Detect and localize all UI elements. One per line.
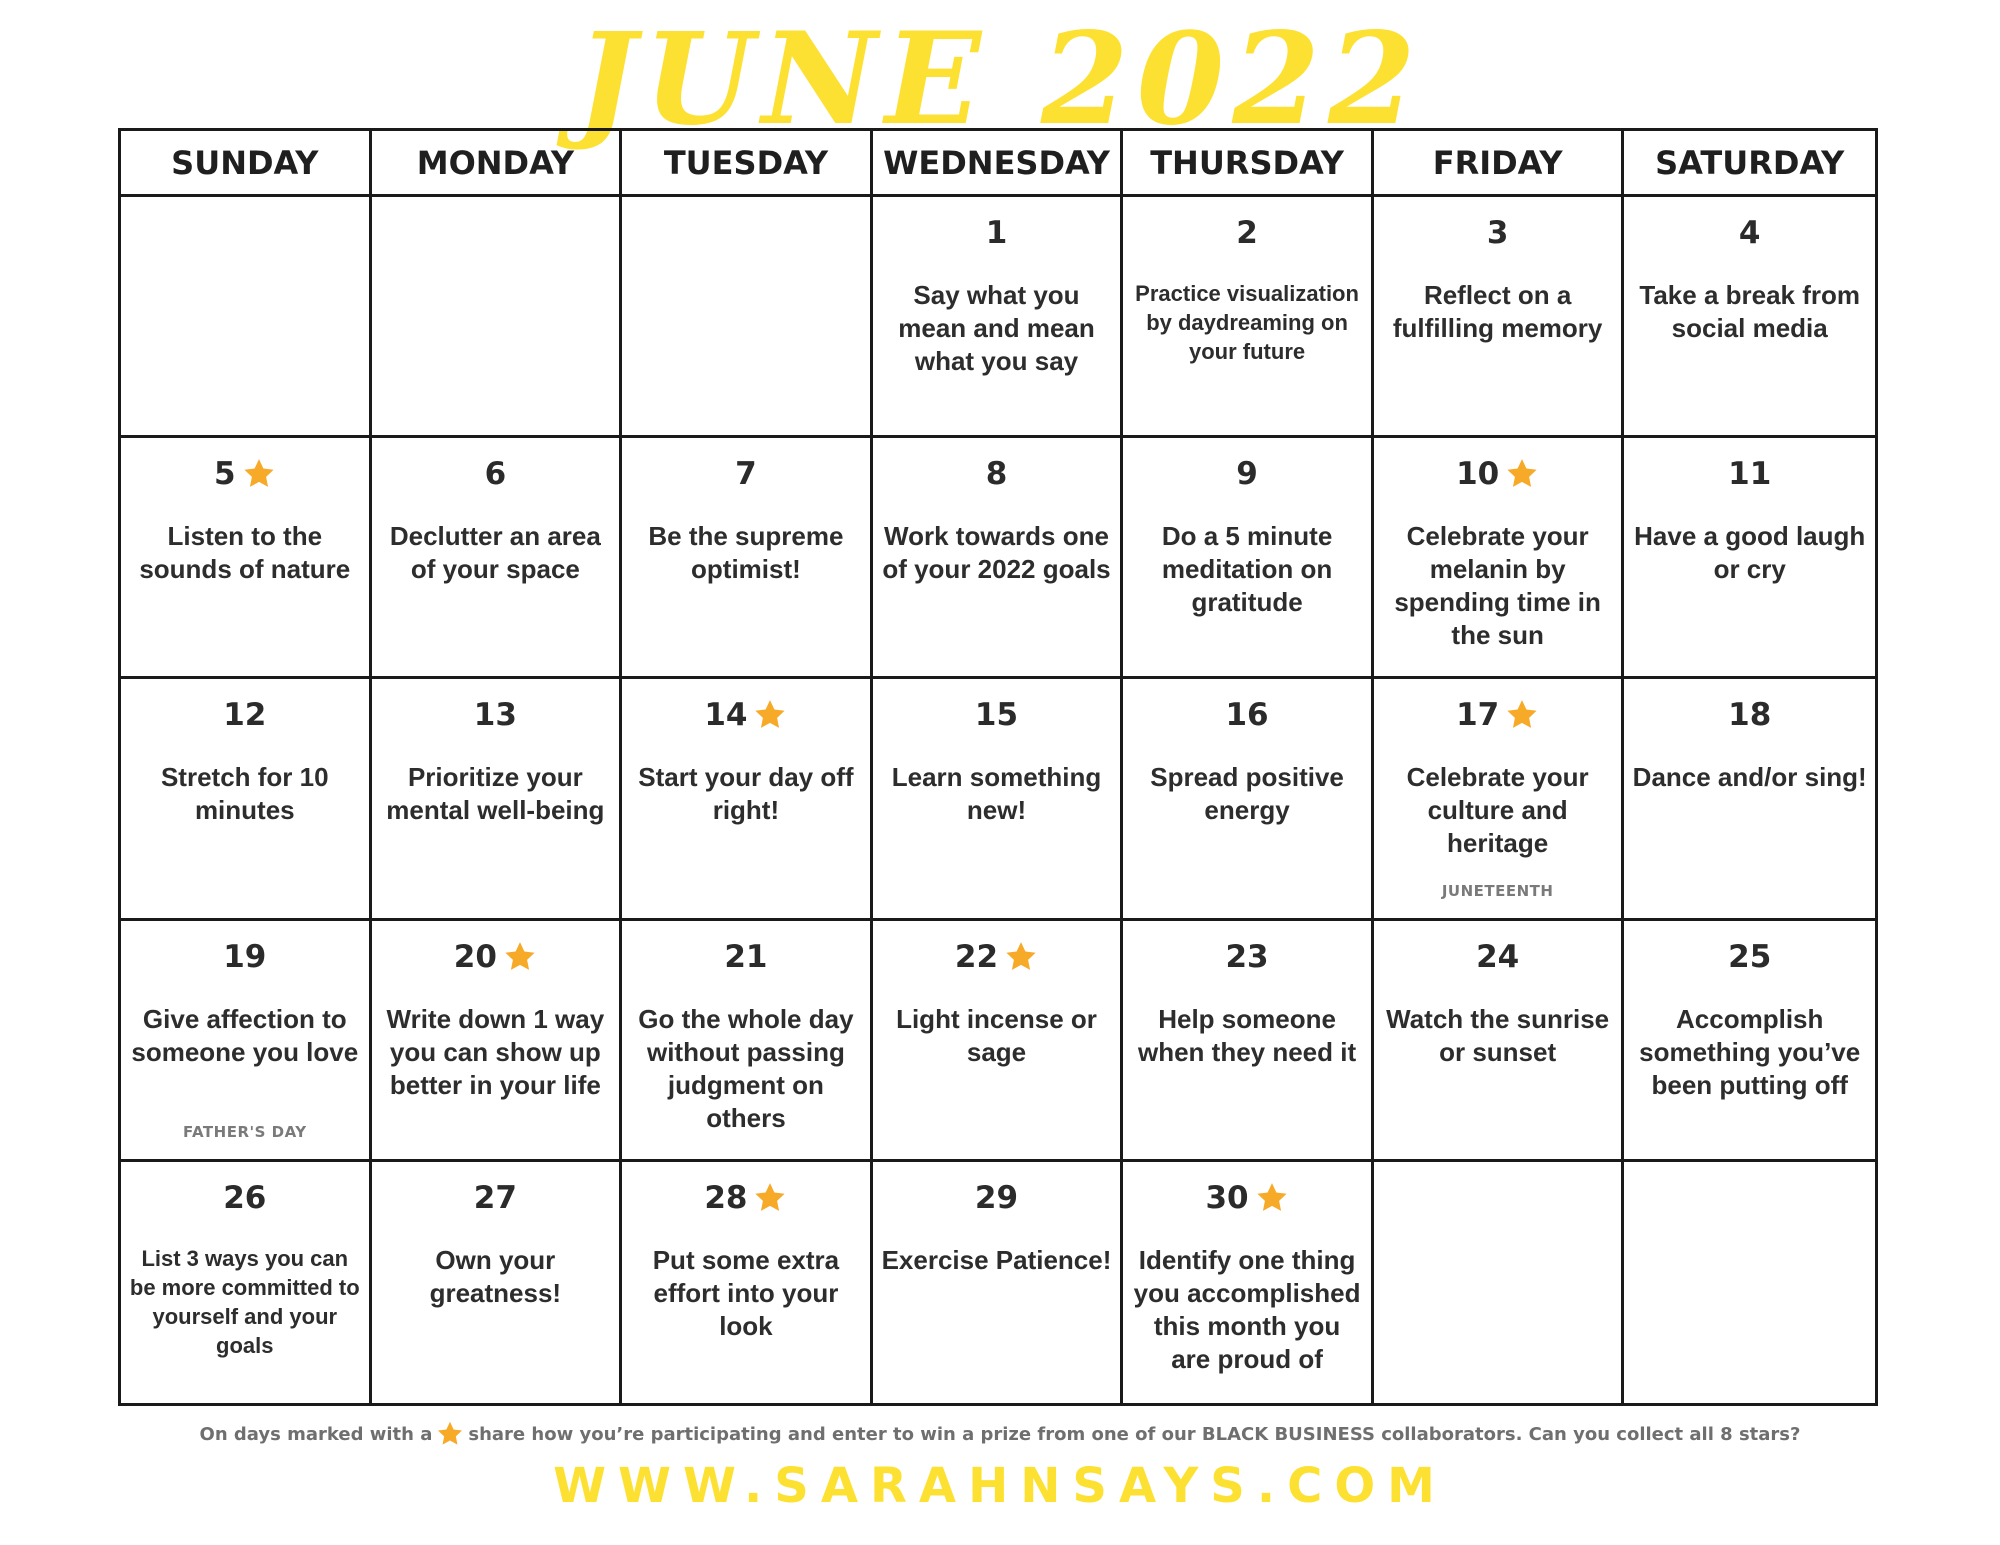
day-task: Give affection to someone you love: [131, 1003, 359, 1067]
empty-day-cell: [121, 197, 372, 438]
day-task: Do a 5 minute meditation on gratitude: [1161, 521, 1333, 618]
day-task: Dance and/or sing!: [1632, 762, 1867, 793]
day-number: 2: [1236, 215, 1258, 251]
day-cell-11: [1624, 438, 1875, 679]
day-number: 7: [735, 456, 757, 493]
day-number: 16: [1225, 697, 1269, 734]
day-number-row: [873, 454, 1121, 494]
day-number-row: [873, 695, 1121, 735]
day-cell-16: [1123, 679, 1374, 920]
day-number: 25: [1728, 938, 1772, 975]
weekday-header-saturday: SATURDAY: [1624, 131, 1875, 197]
day-task: Learn something new!: [891, 762, 1102, 826]
footer-note-before: On days marked with a: [199, 1423, 433, 1445]
day-cell-21: [622, 921, 873, 1162]
day-task: Prioritize your mental well-being: [386, 762, 605, 826]
star-icon: [242, 457, 276, 491]
day-task: Work towards one of your 2022 goals: [882, 521, 1111, 585]
empty-day-cell: [1624, 1162, 1875, 1403]
holiday-label: JUNETEENTH: [1441, 881, 1554, 900]
day-cell-2: [1123, 197, 1374, 438]
day-number-row: [1123, 213, 1371, 253]
day-number: 14: [704, 697, 748, 734]
day-cell-1: [873, 197, 1124, 438]
weekday-header-tuesday: TUESDAY: [622, 131, 873, 197]
day-number-row: [372, 937, 620, 977]
day-cell-30: [1123, 1162, 1374, 1403]
day-cell-20: [372, 921, 623, 1162]
star-icon: [436, 1420, 464, 1448]
day-cell-28: [622, 1162, 873, 1403]
empty-day-cell: [1374, 1162, 1625, 1403]
day-cell-27: [372, 1162, 623, 1403]
day-number-row: [121, 937, 369, 977]
calendar-grid: [118, 128, 1878, 1406]
day-task: Celebrate your melanin by spending time in the sun: [1394, 521, 1601, 651]
day-number-row: [622, 1178, 870, 1218]
star-icon: [753, 1181, 787, 1215]
website-url[interactable]: WWW.SARAHNSAYS.COM: [553, 1458, 1447, 1514]
day-number: 1: [985, 215, 1008, 251]
day-number: 6: [484, 456, 507, 493]
day-task: Take a break from social media: [1639, 280, 1861, 343]
star-icon: [503, 940, 537, 974]
day-task: Own your greatness!: [429, 1244, 562, 1308]
day-task: Reflect on a fulfilling memory: [1392, 280, 1603, 343]
day-cell-17: [1374, 679, 1625, 920]
day-task: Watch the sunrise or sunset: [1386, 1003, 1610, 1067]
day-number: 13: [473, 697, 517, 734]
day-number-row: [1624, 695, 1875, 735]
day-number: 20: [453, 938, 497, 975]
day-number-row: [1374, 937, 1622, 977]
day-number: 26: [223, 1179, 267, 1216]
day-task: Spread positive energy: [1150, 762, 1344, 826]
day-number-row: [372, 454, 620, 494]
day-number-row: [121, 1178, 369, 1218]
day-number-row: [1123, 695, 1371, 735]
holiday-label: FATHER'S DAY: [182, 1122, 307, 1141]
day-cell-26: [121, 1162, 372, 1403]
day-task: Identify one thing you accomplished this month you are proud of: [1133, 1244, 1361, 1374]
day-number-row: [121, 695, 369, 735]
day-cell-10: [1374, 438, 1625, 679]
day-number-row: [372, 695, 620, 735]
day-number: 24: [1476, 938, 1520, 975]
day-cell-8: [873, 438, 1124, 679]
day-number: 3: [1486, 215, 1509, 251]
day-cell-18: [1624, 679, 1875, 920]
day-number: 8: [985, 456, 1008, 493]
day-number: 22: [954, 938, 999, 975]
day-number-row: [873, 937, 1121, 977]
day-number: 17: [1456, 697, 1500, 734]
day-number-row: [121, 454, 369, 494]
day-task: Stretch for 10 minutes: [160, 762, 329, 826]
day-task: Celebrate your culture and heritage: [1406, 762, 1589, 859]
day-task: Be the supreme optimist!: [648, 521, 844, 585]
day-number: 12: [223, 697, 267, 734]
day-cell-15: [873, 679, 1124, 920]
weekday-header-friday: FRIDAY: [1374, 131, 1625, 197]
day-number: 4: [1738, 215, 1761, 251]
star-icon: [1255, 1181, 1289, 1215]
day-number-row: [1123, 937, 1371, 977]
weekday-header-wednesday: WEDNESDAY: [873, 131, 1124, 197]
day-cell-4: [1624, 197, 1875, 438]
day-cell-6: [372, 438, 623, 679]
day-cell-29: [873, 1162, 1124, 1403]
day-number-row: [622, 695, 870, 735]
day-cell-24: [1374, 921, 1625, 1162]
weekday-header-thursday: THURSDAY: [1123, 131, 1374, 197]
day-cell-3: [1374, 197, 1625, 438]
star-icon: [1004, 940, 1038, 974]
footer-note-after: share how you’re participating and enter to win a prize from one of our BLACK BUSINESS collaborators. Can you collect all 8 stars?: [468, 1423, 1801, 1445]
day-task: Help someone when they need it: [1137, 1003, 1357, 1067]
day-number: 11: [1728, 456, 1772, 493]
day-cell-12: [121, 679, 372, 920]
day-number-row: [1624, 937, 1875, 977]
day-number-row: [1374, 454, 1622, 494]
day-number: 27: [473, 1179, 517, 1216]
day-number-row: [1624, 213, 1875, 253]
day-number: 21: [724, 938, 768, 975]
day-cell-9: [1123, 438, 1374, 679]
day-number-row: [372, 1178, 620, 1218]
day-number: 28: [704, 1179, 748, 1216]
day-number-row: [1123, 1178, 1371, 1218]
day-number: 19: [223, 938, 267, 975]
day-number: 23: [1225, 938, 1269, 975]
day-task: Put some extra effort into your look: [652, 1244, 840, 1341]
day-cell-13: [372, 679, 623, 920]
day-cell-19: [121, 921, 372, 1162]
day-cell-23: [1123, 921, 1374, 1162]
day-number-row: [622, 454, 870, 494]
day-number: 10: [1456, 456, 1500, 493]
day-task: Go the whole day without passing judgment on others: [638, 1003, 854, 1133]
day-number-row: [1374, 695, 1622, 735]
day-task: Say what you mean and mean what you say: [898, 280, 1095, 376]
day-cell-25: [1624, 921, 1875, 1162]
day-number: 29: [974, 1179, 1019, 1216]
day-number-row: [1624, 454, 1875, 494]
day-task: Listen to the sounds of nature: [139, 521, 351, 585]
day-number-row: [1374, 213, 1622, 253]
day-task: Light incense or sage: [896, 1003, 1097, 1067]
day-cell-14: [622, 679, 873, 920]
day-number: 18: [1728, 697, 1772, 734]
day-cell-5: [121, 438, 372, 679]
day-number: 9: [1236, 456, 1258, 493]
day-task: Start your day off right!: [638, 762, 854, 826]
weekday-header-sunday: SUNDAY: [121, 131, 372, 197]
day-number: 5: [213, 456, 236, 493]
day-number-row: [873, 1178, 1121, 1218]
day-task: Practice visualization by daydreaming on your future: [1135, 281, 1359, 364]
empty-day-cell: [372, 197, 623, 438]
star-icon: [1505, 457, 1539, 491]
star-icon: [1505, 698, 1539, 732]
star-icon: [753, 698, 787, 732]
day-task: List 3 ways you can be more committed to yourself and your goals: [129, 1245, 360, 1358]
day-number: 30: [1205, 1179, 1249, 1216]
calendar-title: JUNE 2022: [576, 5, 1424, 153]
day-cell-22: [873, 921, 1124, 1162]
day-task: Declutter an area of your space: [389, 521, 601, 585]
day-task: Exercise Patience!: [881, 1244, 1112, 1275]
day-task: Write down 1 way you can show up better in your life: [386, 1003, 605, 1100]
day-task: Have a good laugh or cry: [1634, 521, 1866, 585]
day-number-row: [622, 937, 870, 977]
day-number: 15: [974, 697, 1019, 734]
day-cell-7: [622, 438, 873, 679]
weekday-header-monday: MONDAY: [372, 131, 623, 197]
day-number-row: [1123, 454, 1371, 494]
day-task: Accomplish something you’ve been putting off: [1639, 1003, 1861, 1100]
empty-day-cell: [622, 197, 873, 438]
footer-note: [0, 1420, 2000, 1448]
day-number-row: [873, 213, 1121, 253]
